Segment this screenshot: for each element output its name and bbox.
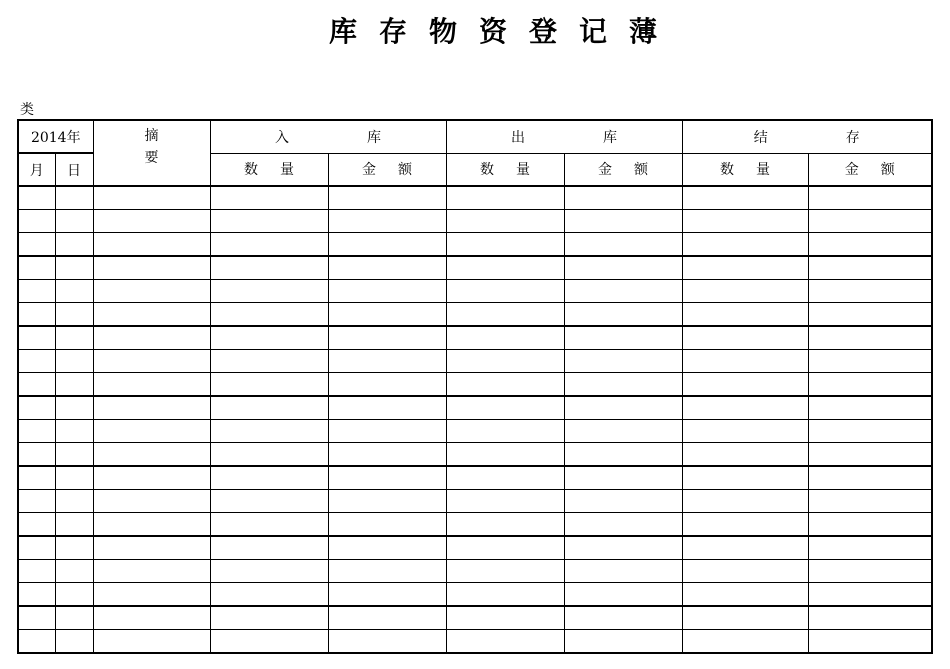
summary-cell[interactable]	[93, 186, 210, 210]
day-cell[interactable]	[55, 186, 93, 210]
table-row	[18, 536, 932, 560]
table-row	[18, 560, 932, 583]
out-amount-cell[interactable]	[564, 210, 682, 233]
in-quantity-cell[interactable]	[210, 373, 328, 397]
out-quantity-cell[interactable]	[446, 490, 564, 513]
month-cell[interactable]	[18, 606, 55, 630]
out-quantity-cell[interactable]	[446, 420, 564, 443]
group-header-out	[446, 120, 682, 153]
month-cell[interactable]	[18, 256, 55, 280]
table-row	[18, 466, 932, 490]
day-cell[interactable]	[55, 466, 93, 490]
out-quantity-cell[interactable]	[446, 326, 564, 350]
in-quantity-cell[interactable]	[210, 396, 328, 420]
group-header-in	[210, 120, 446, 153]
inventory-ledger-table	[17, 119, 933, 654]
balance-amount-cell[interactable]	[808, 420, 932, 443]
out-quantity-cell[interactable]	[446, 256, 564, 280]
balance-quantity-cell[interactable]	[682, 280, 808, 303]
summary-cell[interactable]	[93, 536, 210, 560]
in-amount-cell[interactable]	[328, 420, 446, 443]
sub-label: 数	[244, 162, 259, 179]
summary-cell[interactable]	[93, 583, 210, 607]
day-cell[interactable]	[55, 373, 93, 397]
in-amount-cell[interactable]	[328, 583, 446, 607]
out-quantity-cell[interactable]	[446, 303, 564, 327]
sub-label: 数	[720, 162, 735, 179]
out-amount-cell[interactable]	[564, 443, 682, 467]
month-cell[interactable]	[18, 303, 55, 327]
in-amount-cell[interactable]	[328, 443, 446, 467]
day-cell[interactable]	[55, 560, 93, 583]
month-header: 月	[18, 153, 55, 186]
month-cell[interactable]	[18, 536, 55, 560]
balance-amount-cell[interactable]	[808, 536, 932, 560]
table-row	[18, 443, 932, 467]
balance-quantity-cell[interactable]	[682, 583, 808, 607]
in-amount-cell[interactable]	[328, 373, 446, 397]
balance-amount-cell[interactable]	[808, 233, 932, 257]
table-row	[18, 233, 932, 257]
in-amount-cell[interactable]	[328, 606, 446, 630]
out-quantity-cell[interactable]	[446, 350, 564, 373]
out-quantity-cell[interactable]	[446, 233, 564, 257]
out-amount-cell[interactable]	[564, 256, 682, 280]
balance-quantity-cell[interactable]	[682, 396, 808, 420]
category-label: 类	[20, 102, 34, 118]
sub-label: 量	[280, 162, 295, 179]
table-row	[18, 583, 932, 607]
balance-amount-cell[interactable]	[808, 373, 932, 397]
out-amount-cell[interactable]	[564, 513, 682, 537]
out-amount-cell[interactable]	[564, 466, 682, 490]
out-amount-cell[interactable]	[564, 373, 682, 397]
out-quantity-cell[interactable]	[446, 210, 564, 233]
in-quantity-cell[interactable]	[210, 630, 328, 654]
balance-quantity-cell[interactable]	[682, 350, 808, 373]
balance-amount-cell[interactable]	[808, 186, 932, 210]
out-amount-cell[interactable]	[564, 630, 682, 654]
in-amount-cell[interactable]	[328, 490, 446, 513]
balance-amount-cell[interactable]	[808, 396, 932, 420]
balance-amount-header	[808, 153, 932, 186]
summary-cell[interactable]	[93, 466, 210, 490]
summary-cell[interactable]	[93, 210, 210, 233]
out-amount-cell[interactable]	[564, 420, 682, 443]
out-amount-header	[564, 153, 682, 186]
in-amount-cell[interactable]	[328, 466, 446, 490]
table-row	[18, 420, 932, 443]
sub-label: 额	[398, 162, 413, 179]
in-quantity-header	[210, 153, 328, 186]
table-row	[18, 490, 932, 513]
table-row	[18, 326, 932, 350]
table-row	[18, 396, 932, 420]
table-row	[18, 210, 932, 233]
balance-amount-cell[interactable]	[808, 490, 932, 513]
sub-label: 额	[880, 162, 895, 179]
balance-quantity-cell[interactable]	[682, 373, 808, 397]
day-cell[interactable]	[55, 536, 93, 560]
balance-amount-cell[interactable]	[808, 630, 932, 654]
balance-amount-cell[interactable]	[808, 256, 932, 280]
day-cell[interactable]	[55, 233, 93, 257]
balance-quantity-cell[interactable]	[682, 536, 808, 560]
in-amount-cell[interactable]	[328, 326, 446, 350]
day-cell[interactable]	[55, 443, 93, 467]
out-quantity-cell[interactable]	[446, 443, 564, 467]
out-amount-cell[interactable]	[564, 396, 682, 420]
group-label: 库	[367, 129, 382, 146]
balance-amount-cell[interactable]	[808, 280, 932, 303]
balance-quantity-cell[interactable]	[682, 560, 808, 583]
group-label: 入	[275, 129, 290, 146]
balance-amount-cell[interactable]	[808, 513, 932, 537]
out-quantity-header	[446, 153, 564, 186]
summary-cell[interactable]	[93, 233, 210, 257]
month-cell[interactable]	[18, 513, 55, 537]
sub-label: 数	[480, 162, 495, 179]
day-cell[interactable]	[55, 396, 93, 420]
out-amount-cell[interactable]	[564, 536, 682, 560]
balance-quantity-cell[interactable]	[682, 490, 808, 513]
day-cell[interactable]	[55, 583, 93, 607]
month-cell[interactable]	[18, 630, 55, 654]
table-row	[18, 303, 932, 327]
in-amount-cell[interactable]	[328, 186, 446, 210]
group-label: 出	[511, 129, 526, 146]
balance-quantity-cell[interactable]	[682, 233, 808, 257]
table-row	[18, 186, 932, 210]
table-row	[18, 280, 932, 303]
out-amount-cell[interactable]	[564, 280, 682, 303]
in-amount-cell[interactable]	[328, 513, 446, 537]
out-quantity-cell[interactable]	[446, 606, 564, 630]
month-cell[interactable]	[18, 583, 55, 607]
balance-quantity-cell[interactable]	[682, 630, 808, 654]
table-row	[18, 373, 932, 397]
balance-amount-cell[interactable]	[808, 326, 932, 350]
in-amount-cell[interactable]	[328, 350, 446, 373]
summary-cell[interactable]	[93, 443, 210, 467]
in-quantity-cell[interactable]	[210, 210, 328, 233]
month-cell[interactable]	[18, 326, 55, 350]
summary-cell[interactable]	[93, 303, 210, 327]
out-quantity-cell[interactable]	[446, 583, 564, 607]
balance-quantity-cell[interactable]	[682, 443, 808, 467]
sub-label: 量	[756, 162, 771, 179]
balance-amount-cell[interactable]	[808, 466, 932, 490]
out-amount-cell[interactable]	[564, 326, 682, 350]
in-amount-cell[interactable]	[328, 630, 446, 654]
year-header: 2014年	[18, 120, 93, 153]
balance-amount-cell[interactable]	[808, 583, 932, 607]
out-quantity-cell[interactable]	[446, 536, 564, 560]
page-title: 库存物资登记薄	[328, 15, 679, 48]
day-cell[interactable]	[55, 280, 93, 303]
month-cell[interactable]	[18, 396, 55, 420]
month-cell[interactable]	[18, 233, 55, 257]
day-cell[interactable]	[55, 256, 93, 280]
in-quantity-cell[interactable]	[210, 233, 328, 257]
in-amount-cell[interactable]	[328, 256, 446, 280]
balance-amount-cell[interactable]	[808, 303, 932, 327]
summary-cell[interactable]	[93, 420, 210, 443]
month-cell[interactable]	[18, 443, 55, 467]
out-quantity-cell[interactable]	[446, 186, 564, 210]
group-label: 存	[845, 129, 860, 146]
in-amount-header	[328, 153, 446, 186]
month-cell[interactable]	[18, 350, 55, 373]
month-cell[interactable]	[18, 210, 55, 233]
group-label: 结	[753, 129, 768, 146]
in-quantity-cell[interactable]	[210, 443, 328, 467]
balance-quantity-cell[interactable]	[682, 513, 808, 537]
in-amount-cell[interactable]	[328, 303, 446, 327]
header-row-1	[18, 120, 932, 153]
in-amount-cell[interactable]	[328, 396, 446, 420]
group-header-balance	[682, 120, 932, 153]
day-cell[interactable]	[55, 350, 93, 373]
day-cell[interactable]	[55, 420, 93, 443]
day-cell[interactable]	[55, 326, 93, 350]
day-cell[interactable]	[55, 513, 93, 537]
summary-cell[interactable]	[93, 560, 210, 583]
summary-cell[interactable]	[93, 630, 210, 654]
in-amount-cell[interactable]	[328, 536, 446, 560]
in-quantity-cell[interactable]	[210, 420, 328, 443]
table-row	[18, 513, 932, 537]
out-quantity-cell[interactable]	[446, 396, 564, 420]
balance-quantity-cell[interactable]	[682, 606, 808, 630]
in-quantity-cell[interactable]	[210, 303, 328, 327]
summary-cell[interactable]	[93, 490, 210, 513]
in-amount-cell[interactable]	[328, 233, 446, 257]
summary-label-bottom: 要	[144, 150, 159, 166]
out-amount-cell[interactable]	[564, 350, 682, 373]
table-row	[18, 256, 932, 280]
out-amount-cell[interactable]	[564, 606, 682, 630]
out-amount-cell[interactable]	[564, 560, 682, 583]
out-amount-cell[interactable]	[564, 233, 682, 257]
month-cell[interactable]	[18, 280, 55, 303]
summary-header	[93, 120, 210, 186]
out-amount-cell[interactable]	[564, 583, 682, 607]
in-quantity-cell[interactable]	[210, 466, 328, 490]
summary-cell[interactable]	[93, 350, 210, 373]
in-amount-cell[interactable]	[328, 280, 446, 303]
day-header: 日	[55, 153, 93, 186]
balance-quantity-cell[interactable]	[682, 186, 808, 210]
balance-amount-cell[interactable]	[808, 560, 932, 583]
summary-cell[interactable]	[93, 513, 210, 537]
in-quantity-cell[interactable]	[210, 186, 328, 210]
summary-label-top: 摘	[144, 128, 159, 144]
day-cell[interactable]	[55, 303, 93, 327]
in-quantity-cell[interactable]	[210, 490, 328, 513]
in-quantity-cell[interactable]	[210, 536, 328, 560]
out-quantity-cell[interactable]	[446, 466, 564, 490]
balance-amount-cell[interactable]	[808, 606, 932, 630]
sub-label: 金	[844, 162, 859, 179]
month-cell[interactable]	[18, 466, 55, 490]
sub-label: 额	[634, 162, 649, 179]
out-quantity-cell[interactable]	[446, 280, 564, 303]
in-amount-cell[interactable]	[328, 210, 446, 233]
day-cell[interactable]	[55, 606, 93, 630]
out-amount-cell[interactable]	[564, 490, 682, 513]
out-quantity-cell[interactable]	[446, 560, 564, 583]
day-cell[interactable]	[55, 490, 93, 513]
balance-amount-cell[interactable]	[808, 210, 932, 233]
table-row	[18, 350, 932, 373]
in-quantity-cell[interactable]	[210, 280, 328, 303]
day-cell[interactable]	[55, 210, 93, 233]
summary-cell[interactable]	[93, 256, 210, 280]
balance-quantity-cell[interactable]	[682, 303, 808, 327]
month-cell[interactable]	[18, 490, 55, 513]
in-quantity-cell[interactable]	[210, 350, 328, 373]
month-cell[interactable]	[18, 560, 55, 583]
in-quantity-cell[interactable]	[210, 326, 328, 350]
in-quantity-cell[interactable]	[210, 513, 328, 537]
balance-quantity-cell[interactable]	[682, 256, 808, 280]
balance-amount-cell[interactable]	[808, 350, 932, 373]
summary-cell[interactable]	[93, 326, 210, 350]
month-cell[interactable]	[18, 186, 55, 210]
table-row	[18, 606, 932, 630]
in-quantity-cell[interactable]	[210, 560, 328, 583]
summary-cell[interactable]	[93, 396, 210, 420]
out-amount-cell[interactable]	[564, 186, 682, 210]
balance-quantity-header	[682, 153, 808, 186]
sub-label: 金	[598, 162, 613, 179]
table-row	[18, 630, 932, 654]
in-quantity-cell[interactable]	[210, 606, 328, 630]
in-amount-cell[interactable]	[328, 560, 446, 583]
sub-label: 金	[362, 162, 377, 179]
out-quantity-cell[interactable]	[446, 630, 564, 654]
sub-label: 量	[516, 162, 531, 179]
out-amount-cell[interactable]	[564, 303, 682, 327]
balance-quantity-cell[interactable]	[682, 210, 808, 233]
balance-amount-cell[interactable]	[808, 443, 932, 467]
month-cell[interactable]	[18, 420, 55, 443]
day-cell[interactable]	[55, 630, 93, 654]
balance-quantity-cell[interactable]	[682, 466, 808, 490]
group-label: 库	[603, 129, 618, 146]
balance-quantity-cell[interactable]	[682, 420, 808, 443]
summary-cell[interactable]	[93, 373, 210, 397]
out-quantity-cell[interactable]	[446, 513, 564, 537]
summary-cell[interactable]	[93, 280, 210, 303]
summary-cell[interactable]	[93, 606, 210, 630]
out-quantity-cell[interactable]	[446, 373, 564, 397]
month-cell[interactable]	[18, 373, 55, 397]
in-quantity-cell[interactable]	[210, 256, 328, 280]
in-quantity-cell[interactable]	[210, 583, 328, 607]
balance-quantity-cell[interactable]	[682, 326, 808, 350]
